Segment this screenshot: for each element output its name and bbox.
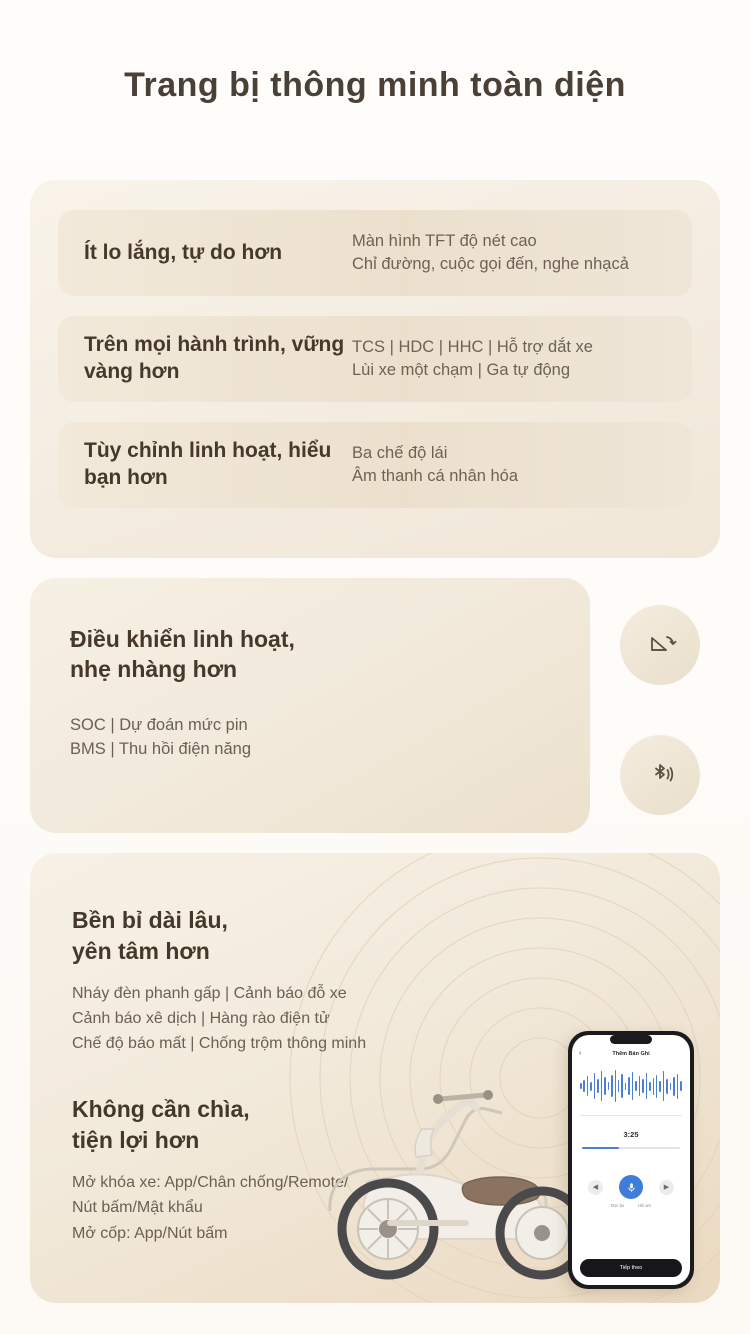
back-icon[interactable]: ‹ [579,1050,582,1057]
rewind-label: Đọc lại [610,1203,624,1208]
control-description-line: SOC | Dự đoán mức pin [70,715,248,734]
phone-mockup [568,1031,694,1289]
phone-screen-title: Thêm Bản Ghi [612,1051,650,1057]
feature-description [352,442,518,489]
feature-description-line: TCS | HDC | HHC | Hỗ trợ dắt xe [352,337,593,356]
security-description-line: Chế độ báo mất | Chống trộm thông minh [72,1035,367,1053]
feature-row [58,422,692,508]
forward-label: Hỏi am [637,1203,652,1208]
feature-row [58,316,692,402]
feature-description-line: Chỉ đường, cuộc gọi đến, nghe nhạcả [352,255,629,273]
audio-waveform [580,1065,682,1107]
feature-row [58,210,692,296]
feature-description [352,336,593,383]
control-heading-line: Điều khiển linh hoạt, [70,626,295,652]
keyless-heading-line: Không cần chìa, [72,1096,250,1123]
rewind-button[interactable]: ◀ [588,1180,603,1195]
page-title: Trang bị thông minh toàn diện [124,66,626,104]
keyless-description-line: Mở khóa xe: App/Chân chống/Remote/ [72,1174,349,1192]
keyless-description-line: Nút bấm/Mật khẩu [72,1199,203,1217]
security-description-line: Cảnh báo xê dịch | Hàng rào điện tử [72,1009,330,1027]
feature-description-line: Ba chế độ lái [352,443,448,462]
feature-heading: Trên mọi hành trình, vững vàng hơn [84,333,345,383]
recording-time: 3:25 [623,1130,639,1139]
control-description-line: BMS | Thu hồi điện năng [70,740,252,759]
phone-notch [610,1035,652,1044]
bluetooth-icon [620,735,700,815]
mic-button[interactable] [619,1175,643,1199]
security-heading [72,905,720,967]
keyless-heading-line: tiện lợi hơn [72,1127,200,1154]
playback-progress[interactable] [582,1147,680,1149]
features-card [30,180,720,558]
keyless-description-line: Mở cốp: App/Nút bấm [72,1224,228,1242]
security-card [30,853,720,1303]
divider [580,1115,682,1116]
feature-description-line: Màn hình TFT độ nét cao [352,231,537,250]
next-button[interactable]: Tiếp theo [580,1259,682,1277]
feature-description [352,230,629,277]
control-heading-line: nhẹ nhàng hơn [70,656,238,683]
control-heading [70,624,550,685]
security-description-line: Nháy đèn phanh gấp | Cảnh báo đỗ xe [72,984,347,1002]
scooter-illustration [270,1033,600,1293]
control-description [70,713,550,763]
feature-description-line: Âm thanh cá nhân hóa [352,467,519,485]
security-heading-line: yên tâm hơn [72,937,210,964]
phone-screen [572,1035,690,1285]
forward-button[interactable]: ▶ [659,1180,674,1195]
playback-controls [572,1175,690,1199]
control-labels [572,1203,690,1208]
feature-heading: Ít lo lắng, tự do hơn [84,240,283,264]
gesture-swipe-icon [620,605,700,685]
feature-description-line: Lùi xe một chạm | Ga tự động [352,361,571,379]
control-card [30,578,590,833]
security-heading-line: Bền bỉ dài lâu, [72,907,228,933]
feature-heading: Tùy chỉnh linh hoạt, hiểu bạn hơn [84,439,332,489]
